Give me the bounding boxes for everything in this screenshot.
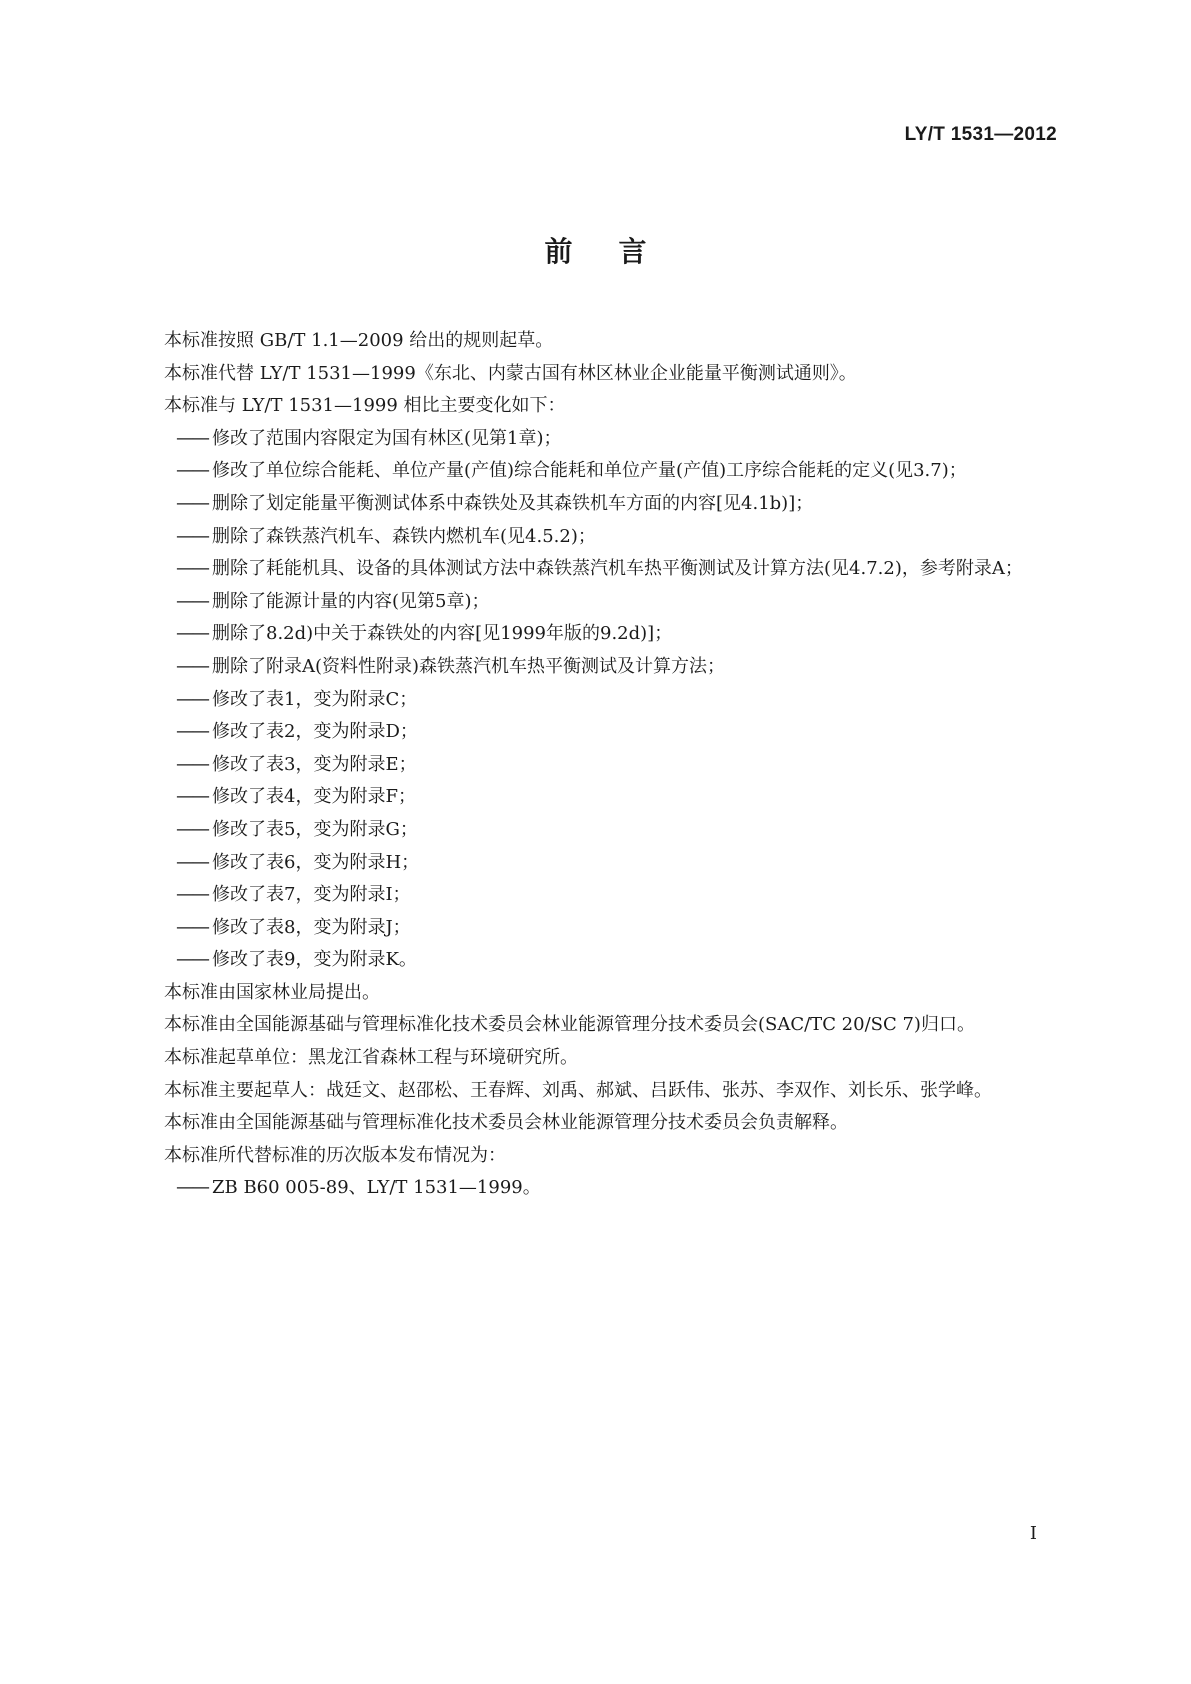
change-item (128, 455, 1058, 488)
change-item-text: 修改了表9，变为附录K。 (212, 949, 417, 971)
change-item (128, 423, 1058, 456)
change-item (128, 651, 1058, 684)
change-item (128, 521, 1058, 554)
dash-marker: —— (176, 655, 208, 677)
dash-marker: —— (176, 1177, 208, 1199)
dash-marker: —— (176, 851, 208, 873)
dash-marker: —— (176, 492, 208, 514)
change-item-text: 删除了划定能量平衡测试体系中森铁处及其森铁机车方面的内容[见4.1b)]； (212, 492, 814, 514)
info-paragraph: 本标准主要起草人：战廷文、赵邵松、王春辉、刘禹、郝斌、吕跃伟、张苏、李双作、刘长乐、张学峰。 (164, 1079, 992, 1101)
info-paragraph: 本标准由全国能源基础与管理标准化技术委员会林业能源管理分技术委员会(SAC/TC 20/SC 7)归口。 (164, 1014, 975, 1036)
change-item-text: 删除了能源计量的内容(见第5章)； (212, 590, 490, 612)
change-item-text: 修改了表1，变为附录C； (212, 688, 418, 710)
change-item-text: 修改了表8，变为附录J； (212, 916, 411, 938)
intro-paragraph: 本标准与 LY/T 1531—1999 相比主要变化如下： (164, 395, 566, 417)
info-paragraph: 本标准所代替标准的历次版本发布情况为： (164, 1144, 506, 1166)
change-item (128, 879, 1058, 912)
intro-paragraph: 本标准按照 GB/T 1.1—2009 给出的规则起草。 (164, 330, 554, 351)
change-item (128, 586, 1058, 619)
standard-code: LY/T 1531—2012 (904, 124, 1057, 145)
dash-marker: —— (176, 884, 208, 906)
change-item (128, 749, 1058, 782)
history-item-text: ZB B60 005-89、LY/T 1531—1999。 (212, 1177, 541, 1199)
change-item-text: 修改了单位综合能耗、单位产量(产值)综合能耗和单位产量(产值)工序综合能耗的定义(见3.7)； (212, 460, 967, 482)
change-item-text: 修改了表3，变为附录E； (212, 753, 417, 775)
foreword-body (128, 325, 1058, 1205)
change-item (128, 912, 1058, 945)
dash-marker: —— (176, 949, 208, 971)
change-item-text: 修改了范围内容限定为国有林区(见第1章)； (212, 427, 562, 449)
change-item-text: 修改了表5，变为附录G； (212, 818, 418, 840)
page-title: 前言 (544, 235, 693, 268)
change-item (128, 781, 1058, 814)
history-item (128, 1172, 1058, 1205)
change-item (128, 847, 1058, 880)
dash-marker: —— (176, 558, 208, 580)
change-item (128, 716, 1058, 749)
dash-marker: —— (176, 688, 208, 710)
change-item-text: 修改了表7，变为附录I； (212, 884, 411, 906)
change-item (128, 944, 1058, 977)
change-item (128, 553, 1058, 586)
dash-marker: —— (176, 427, 208, 449)
dash-marker: —— (176, 623, 208, 645)
change-item-text: 删除了附录A(资料性附录)森铁蒸汽机车热平衡测试及计算方法； (212, 655, 726, 677)
info-paragraph: 本标准由国家林业局提出。 (164, 981, 380, 1003)
change-item-text: 删除了8.2d)中关于森铁处的内容[见1999年版的9.2d)]； (212, 623, 673, 645)
change-item (128, 618, 1058, 651)
dash-marker: —— (176, 916, 208, 938)
dash-marker: —— (176, 818, 208, 840)
change-item-text: 修改了表4，变为附录F； (212, 786, 416, 808)
dash-marker: —— (176, 786, 208, 808)
change-item-text: 修改了表6，变为附录H； (212, 851, 420, 873)
info-paragraph: 本标准由全国能源基础与管理标准化技术委员会林业能源管理分技术委员会负责解释。 (164, 1112, 848, 1134)
change-item (128, 814, 1058, 847)
change-item-text: 删除了耗能机具、设备的具体测试方法中森铁蒸汽机车热平衡测试及计算方法(见4.7.2)，参考附录A； (212, 558, 1023, 580)
dash-marker: —— (176, 753, 208, 775)
dash-marker: —— (176, 460, 208, 482)
intro-paragraph: 本标准代替 LY/T 1531—1999《东北、内蒙古国有林区林业企业能量平衡测试通则》。 (164, 362, 857, 384)
change-item-text: 删除了森铁蒸汽机车、森铁内燃机车(见4.5.2)； (212, 525, 596, 547)
page-number: I (1029, 1523, 1037, 1544)
dash-marker: —— (176, 525, 208, 547)
dash-marker: —— (176, 590, 208, 612)
change-item (128, 684, 1058, 717)
change-item-text: 修改了表2，变为附录D； (212, 721, 418, 743)
dash-marker: —— (176, 721, 208, 743)
change-item (128, 488, 1058, 521)
info-paragraph: 本标准起草单位：黑龙江省森林工程与环境研究所。 (164, 1047, 578, 1069)
